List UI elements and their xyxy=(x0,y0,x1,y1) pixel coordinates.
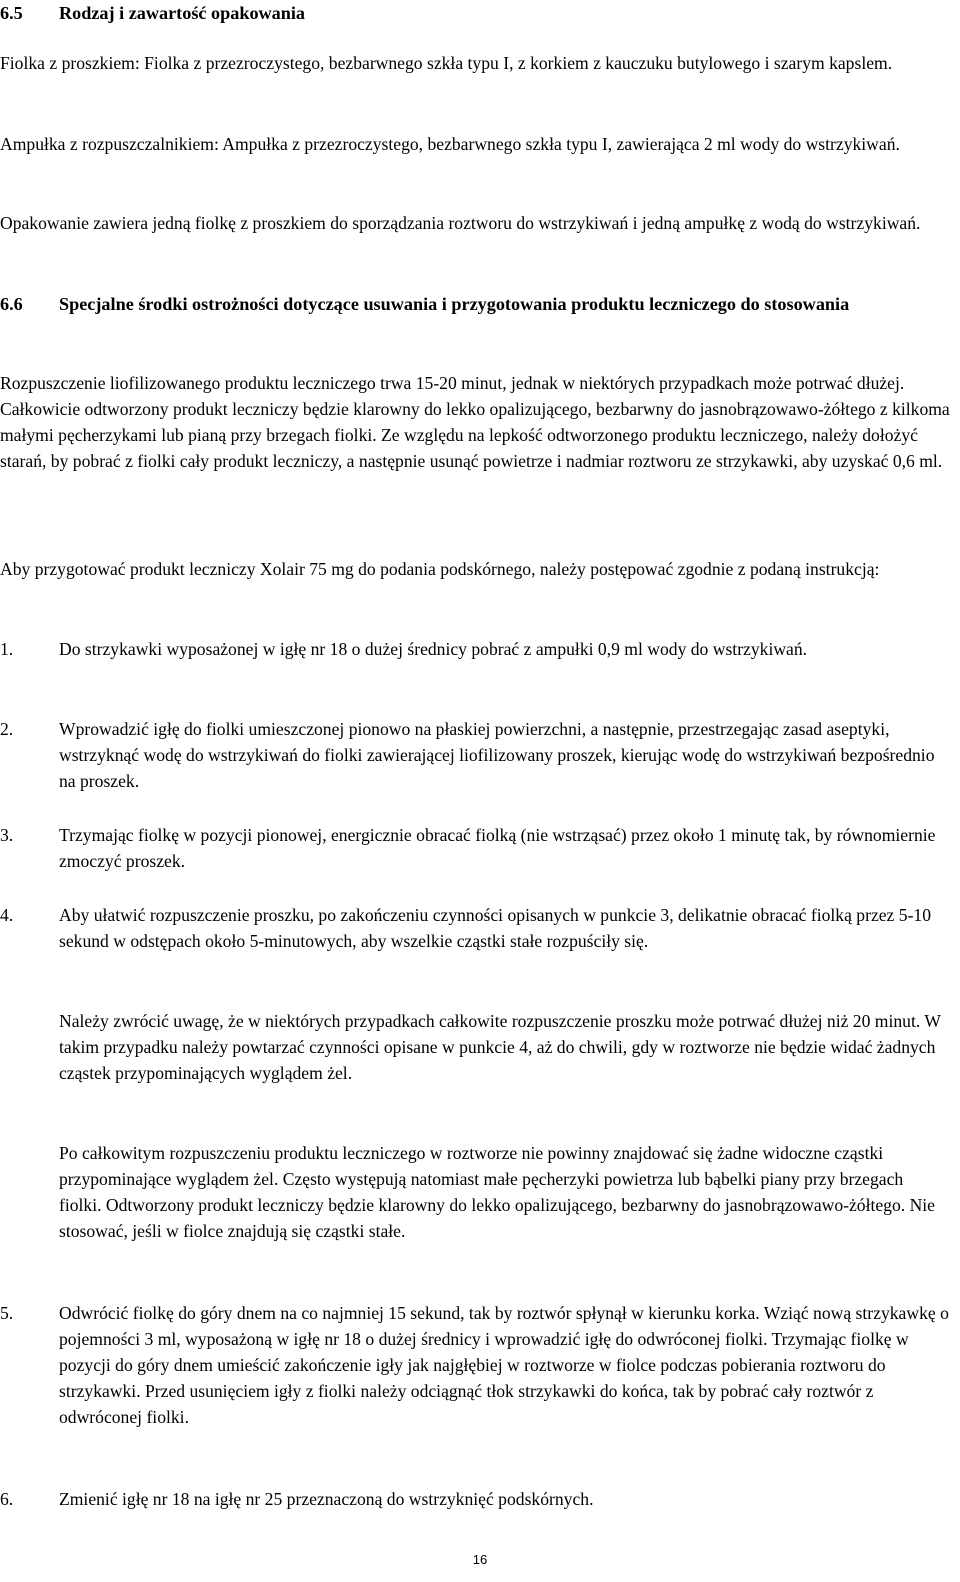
section-number: 6.5 xyxy=(0,3,23,23)
paragraph: Opakowanie zawiera jedną fiolkę z proszkiem do sporządzania roztworu do wstrzykiwań i jedną ampułkę z wodą do wstrzykiwań. xyxy=(0,213,921,233)
step-text: Odwrócić fiolkę do góry dnem na co najmniej 15 sekund, tak by roztwór spłynął w kierunku korka. Wziąć nową strzykawkę o pojemności 3 ml, wyposażoną w igłę nr 18 o dużej średnicy i wprowadzić igłę do odwróconej fiolki. Trzymając fiolkę w pozycji do góry dnem umieścić zakończenie igły jak najgłębiej w roztworze w fiolce podczas pobierania roztworu do strzykawki. Przed usunięciem igły z fiolki należy odciągnąć tłok strzykawki do końca, tak by pobrać cały roztwór z odwróconej fiolki. xyxy=(59,1303,949,1427)
step-text: Wprowadzić igłę do fiolki umieszczonej pionowo na płaskiej powierzchni, a następnie, przestrzegając zasad aseptyki, wstrzyknąć wodę do wstrzykiwań do fiolki zawierającej liofilizowany proszek, kierując wodę do wstrzykiwań bezpośrednio na proszek. xyxy=(59,719,935,791)
step-text: Zmienić igłę nr 18 na igłę nr 25 przeznaczoną do wstrzyknięć podskórnych. xyxy=(59,1489,594,1509)
step-number: 1. xyxy=(0,639,14,659)
section-title: Rodzaj i zawartość opakowania xyxy=(59,3,306,23)
section-number: 6.6 xyxy=(0,294,23,314)
step-note: Po całkowitym rozpuszczeniu produktu leczniczego w roztworze nie powinny znajdować się żadne widoczne cząstki przypominające wyglądem żel. Często występują natomiast małe pęcherzyki powietrza lub bąbelki piany przy brzegach fiolki. Odtworzony produkt leczniczy będzie klarowny do lekko opalizującego, bezbarwny do jasnobrązowawo-żółtego. Nie stosować, jeśli w fiolce znajdują się cząstki stałe. xyxy=(59,1143,935,1241)
step-note: Należy zwrócić uwagę, że w niektórych przypadkach całkowite rozpuszczenie proszku może potrwać dłużej niż 20 minut. W takim przypadku należy powtarzać czynności opisane w punkcie 4, aż do chwili, gdy w roztworze nie będzie widać żadnych cząstek przypominających wyglądem żel. xyxy=(59,1011,941,1083)
paragraph: Aby przygotować produkt leczniczy Xolair 75 mg do podania podskórnego, należy postępować zgodnie z podaną instrukcją: xyxy=(0,559,880,579)
step-text: Aby ułatwić rozpuszczenie proszku, po zakończeniu czynności opisanych w punkcie 3, delikatnie obracać fiolką przez 5-10 sekund w odstępach około 5-minutowych, aby wszelkie cząstki stałe rozpuściły się. xyxy=(59,905,932,951)
section-title: Specjalne środki ostrożności dotyczące usuwania i przygotowania produktu leczniczego do stosowania xyxy=(59,294,850,314)
step-number: 4. xyxy=(0,905,14,925)
paragraph: Ampułka z rozpuszczalnikiem: Ampułka z przezroczystego, bezbarwnego szkła typu I, zawierająca 2 ml wody do wstrzykiwań. xyxy=(0,134,900,154)
step-number: 2. xyxy=(0,719,14,739)
paragraph: Rozpuszczenie liofilizowanego produktu leczniczego trwa 15-20 minut, jednak w niektórych przypadkach może potrwać dłużej. Całkowicie odtworzony produkt leczniczy będzie klarowny do lekko opalizującego, bezbarwny do jasnobrązowawo-żółtego z kilkoma małymi pęcherzykami lub pianą przy brzegach fiolki. Ze względu na lepkość odtworzonego produktu leczniczego, należy dołożyć starań, by pobrać z fiolki cały produkt leczniczy, a następnie usunąć powietrze i nadmiar roztworu ze strzykawki, aby uzyskać 0,6 ml. xyxy=(0,373,950,471)
step-number: 3. xyxy=(0,825,14,845)
step-text: Do strzykawki wyposażonej w igłę nr 18 o dużej średnicy pobrać z ampułki 0,9 ml wody do wstrzykiwań. xyxy=(59,639,808,659)
paragraph: Fiolka z proszkiem: Fiolka z przezroczystego, bezbarwnego szkła typu I, z korkiem z kauczuku butylowego i szarym kapslem. xyxy=(0,53,893,73)
step-number: 5. xyxy=(0,1303,14,1323)
page-number: 16 xyxy=(472,1552,488,1567)
step-number: 6. xyxy=(0,1489,14,1509)
step-text: Trzymając fiolkę w pozycji pionowej, energicznie obracać fiolką (nie wstrząsać) przez około 1 minutę tak, by równomiernie zmoczyć proszek. xyxy=(59,825,936,871)
